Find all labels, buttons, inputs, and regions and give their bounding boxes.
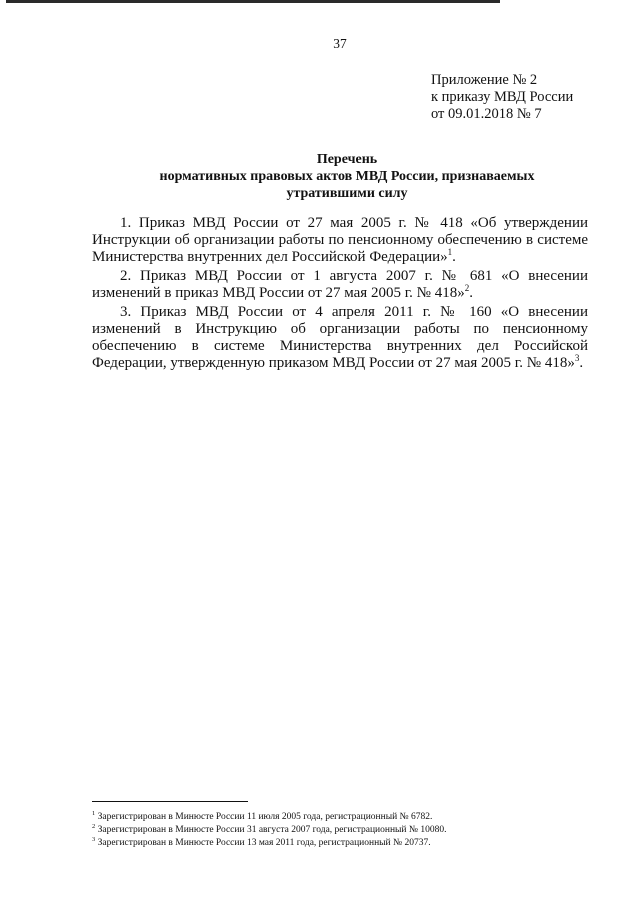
footnote-3: [92, 837, 592, 850]
list-item-tail: .: [469, 285, 473, 301]
document-title: [100, 151, 594, 202]
footnote-text: Зарегистрирован в Минюсте России 11 июля 2005 года, регистрационный № 6782.: [97, 812, 433, 822]
footnote-reference: 3: [574, 353, 580, 363]
footnote-reference: 1: [447, 247, 453, 257]
list-item-1: [92, 215, 588, 266]
top-scan-edge-line: [6, 0, 500, 3]
appendix-block: [431, 72, 573, 123]
appendix-line-2: к приказу МВД России: [431, 89, 574, 105]
footnote-text: Зарегистрирован в Минюсте России 13 мая 2011 года, регистрационный № 20737.: [97, 838, 431, 848]
appendix-line-3: от 09.01.2018 № 7: [431, 106, 542, 122]
footnote-mark: 2: [92, 822, 96, 830]
page-number: 37: [333, 36, 347, 51]
title-line-3: утратившими силу: [286, 186, 408, 201]
footnote-mark: 1: [92, 809, 96, 817]
list-item-tail: .: [452, 249, 456, 265]
footnote-text: Зарегистрирован в Минюсте России 31 августа 2007 года, регистрационный № 10080.: [97, 825, 447, 835]
list-item-2: [92, 268, 588, 302]
list-item-3: [92, 304, 588, 372]
list-item-text: 1. Приказ МВД России от 27 мая 2005 г. № 418 «Об утверждении Инструкции об организации работы по пенсионному обеспечению в системе Министерства внутренних дел Российской Федерации»: [92, 215, 588, 265]
footnotes-block: [92, 811, 592, 850]
list-item-text: 2. Приказ МВД России от 1 августа 2007 г. № 681 «О внесении изменений в приказ МВД России от 27 мая 2005 г. № 418»: [92, 268, 588, 301]
list-item-text: 3. Приказ МВД России от 4 апреля 2011 г. № 160 «О внесении изменений в Инструкцию об организации работы по пенсионному обеспечению в системе Министерства внутренних дел Российской Федерации, утвержденную приказом МВД России от 27 мая 2005 г. № 418»: [92, 304, 588, 371]
title-line-2: нормативных правовых актов МВД России, признаваемых: [159, 169, 535, 184]
footnote-2: [92, 824, 592, 837]
footnote-mark: 3: [92, 835, 96, 843]
title-line-1: Перечень: [316, 152, 378, 167]
appendix-line-1: Приложение № 2: [431, 72, 538, 88]
list-body: [92, 215, 588, 374]
list-item-tail: .: [579, 355, 584, 371]
footnote-reference: 2: [464, 283, 470, 293]
footnote-separator: [92, 801, 248, 802]
footnote-1: [92, 811, 592, 824]
